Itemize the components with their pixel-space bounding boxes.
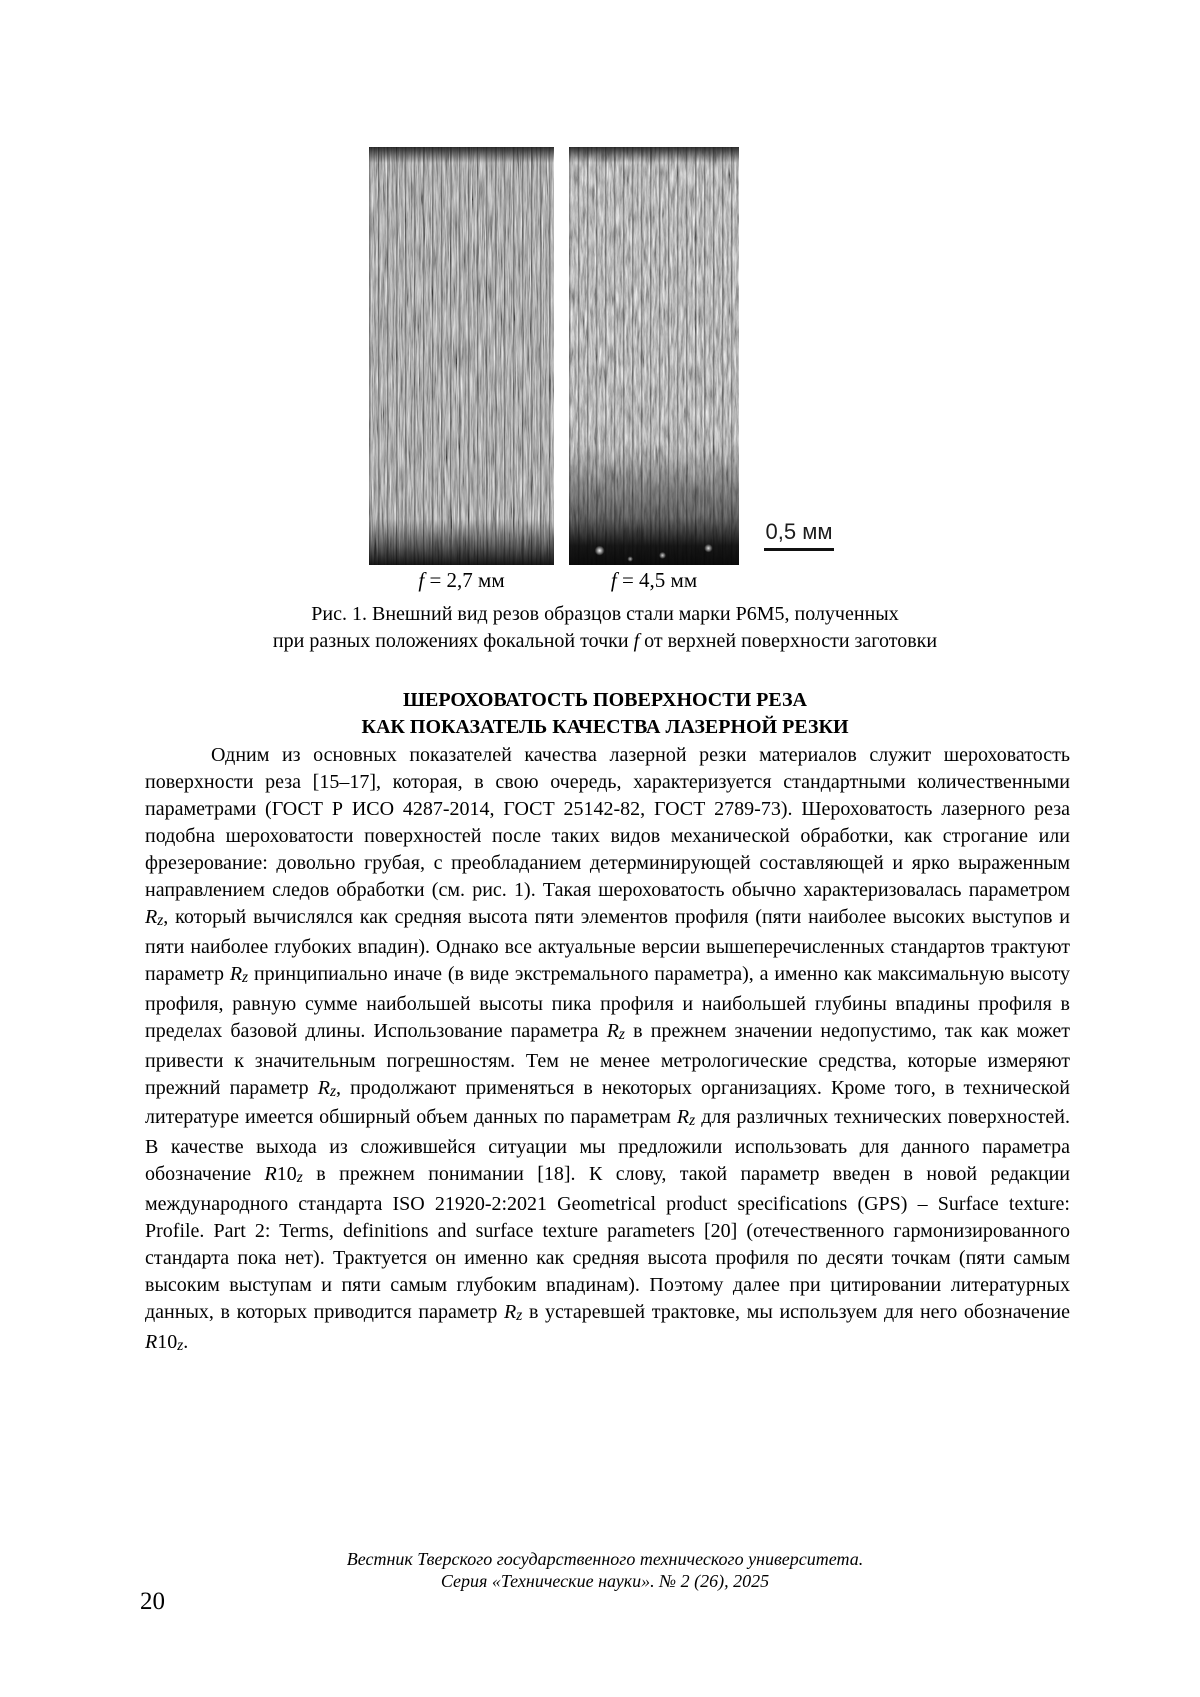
page-number: 20: [140, 1588, 165, 1615]
figure-caption: [140, 601, 1070, 655]
micrograph-top-edge-shade: [369, 147, 554, 163]
micrograph-right-image: [569, 147, 739, 565]
body-paragraph: Одним из основных показателей качества лазерной резки материалов служит шероховатость поверхности реза [15–17], которая, в свою очередь, характеризуется стандартными количественными параметрами (ГОСТ Р ИСО 4287-2014, ГОСТ 25142-82, ГОСТ 2789-73). Шероховатость лазерного реза подобна шероховатости поверхностей после таких видов механической обработки, как строгание или фрезерование: довольно грубая, с преобладанием детерминирующей составляющей и ярко выраженным направлением следов обработки (см. рис. 1). Такая шероховатость обычно характеризовалась параметром Rz, который вычислялся как средняя высота пяти элементов профиля (пяти наиболее высоких выступов и пяти наиболее глубоких впадин). Однако все актуальные версии вышеперечисленных стандартов трактуют параметр Rz принципиально иначе (в виде экстремального параметра), а именно как максимальную высоту профиля, равную сумме наибольшей высоты пика профиля и наибольшей глубины впадины профиля в пределах базовой длины. Использование параметра Rz в прежнем значении недопустимо, так как может привести к значительным погрешностям. Тем не менее метрологические средства, которые измеряют прежний параметр Rz, продолжают применяться в некоторых организациях. Кроме того, в технической литературе имеется обширный объем данных по параметрам Rz для различных технических поверхностей. В качестве выхода из сложившейся ситуации мы предложили использовать для данного параметра обозначение R10z в прежнем понимании [18]. К слову, такой параметр введен в новой редакции международного стандарта ISO 21920-2:2021 Geometrical product specifications (GPS) – Surface texture: Profile. Part 2: Terms, definitions and surface texture parameters [20] (отечественного гармонизированного стандарта пока нет). Трактуется он именно как средняя высота профиля по десяти точкам (пяти самым высоким выступам и пяти самым глубоким впадинам). Поэтому далее при цитировании литературных данных, в которых приводится параметр Rz в устаревшей трактовке, мы используем для него обозначение R10z.: [145, 744, 1071, 1354]
figure-caption-line2: при разных положениях фокальной точки f от верхней поверхности заготовки: [272, 630, 938, 652]
journal-footer: [140, 1548, 1070, 1592]
section-heading-line2: КАК ПОКАЗАТЕЛЬ КАЧЕСТВА ЛАЗЕРНОЙ РЕЗКИ: [361, 716, 849, 738]
scale-bar-label: 0,5 мм: [765, 519, 833, 544]
journal-footer-line1: Вестник Тверского государственного технического университета.: [346, 1549, 864, 1569]
focal-label-right: f = 4,5 мм: [610, 568, 698, 592]
micrograph-striations: [369, 147, 554, 565]
micrograph-top-edge-shade: [569, 147, 739, 163]
micrograph-bottom-edge-shade: [369, 519, 554, 565]
micrograph-left-image: [369, 147, 554, 565]
journal-footer-line2: Серия «Технические науки». № 2 (26), 2025: [440, 1571, 770, 1591]
figure-caption-line1: Рис. 1. Внешний вид резов образцов стали марки Р6М5, полученных: [311, 603, 899, 625]
micrograph-bottom-edge-shade: [569, 445, 739, 565]
scale-bar-line: [764, 548, 834, 551]
focal-label-left: f = 2,7 мм: [418, 568, 505, 592]
section-heading: [140, 687, 1070, 741]
section-heading-line1: ШЕРОХОВАТОСТЬ ПОВЕРХНОСТИ РЕЗА: [403, 689, 807, 711]
